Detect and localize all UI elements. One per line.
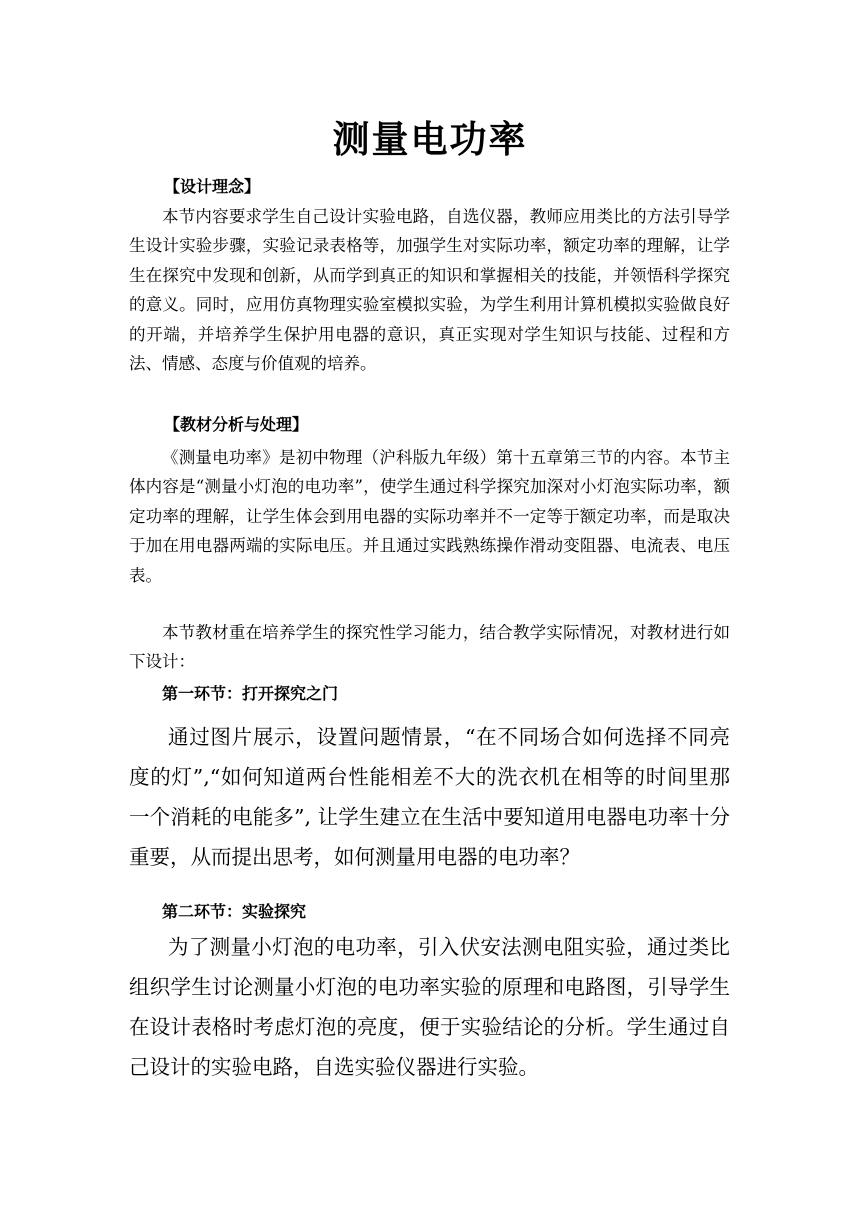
material-analysis-paragraph-2: 本节教材重在培养学生的探究性学习能力，结合教学实际情况，对教材进行如下设计： — [129, 623, 730, 672]
material-analysis-heading: 【教材分析与处理】 — [164, 415, 309, 434]
stage-two-paragraph: 为了测量小灯泡的电功率，引入伏安法测电阻实验，通过类比组织学生讨论测量小灯泡的电功率实验的原理和电路图，引导学生在设计表格时考虑灯泡的亮度，便于实验结论的分析。学生通过自己设计的实验电路，自选实验仪器进行实验。 — [129, 935, 730, 1079]
design-concept-paragraph: 本节内容要求学生自己设计实验电路，自选仪器，教师应用类比的方法引导学生设计实验步骤，实验记录表格等，加强学生对实际功率，额定功率的理解，让学生在探究中发现和创新，从而学到真正的知识和掌握相关的技能，并领悟科学探究的意义。同时，应用仿真物理实验室模拟实验，为学生利用计算机模拟实验做良好的开端，并培养学生保护用电器的意识，真正实现对学生知识与技能、过程和方法、情感、态度与价值观的培养。 — [129, 207, 730, 374]
stage-two-heading: 第二环节：实验探究 — [162, 902, 307, 921]
stage-one-paragraph: 通过图片展示，设置问题情景，“在不同场合如何选择不同亮度的灯”,“如何知道两台性能相差不大的洗衣机在相等的时间里那一个消耗的电能多”, 让学生建立在生活中要知道用电器电功率十分重要，从而提出思考，如何测量用电器的电功率？ — [129, 725, 730, 869]
stage-one-heading: 第一环节：打开探究之门 — [162, 684, 339, 703]
material-analysis-paragraph-1: 《测量电功率》是初中物理（沪科版九年级）第十五章第三节的内容。本节主体内容是“测量小灯泡的电功率”，使学生通过科学探究加深对小灯泡实际功率，额定功率的理解，让学生体会到用电器的实际功率并不一定等于额定功率，而是取决于加在用电器两端的实际电压。并且通过实践熟练操作滑动变阻器、电流表、电压表。 — [129, 448, 730, 585]
design-concept-heading: 【设计理念】 — [164, 177, 261, 196]
document-title: 测量电功率 — [332, 118, 528, 161]
